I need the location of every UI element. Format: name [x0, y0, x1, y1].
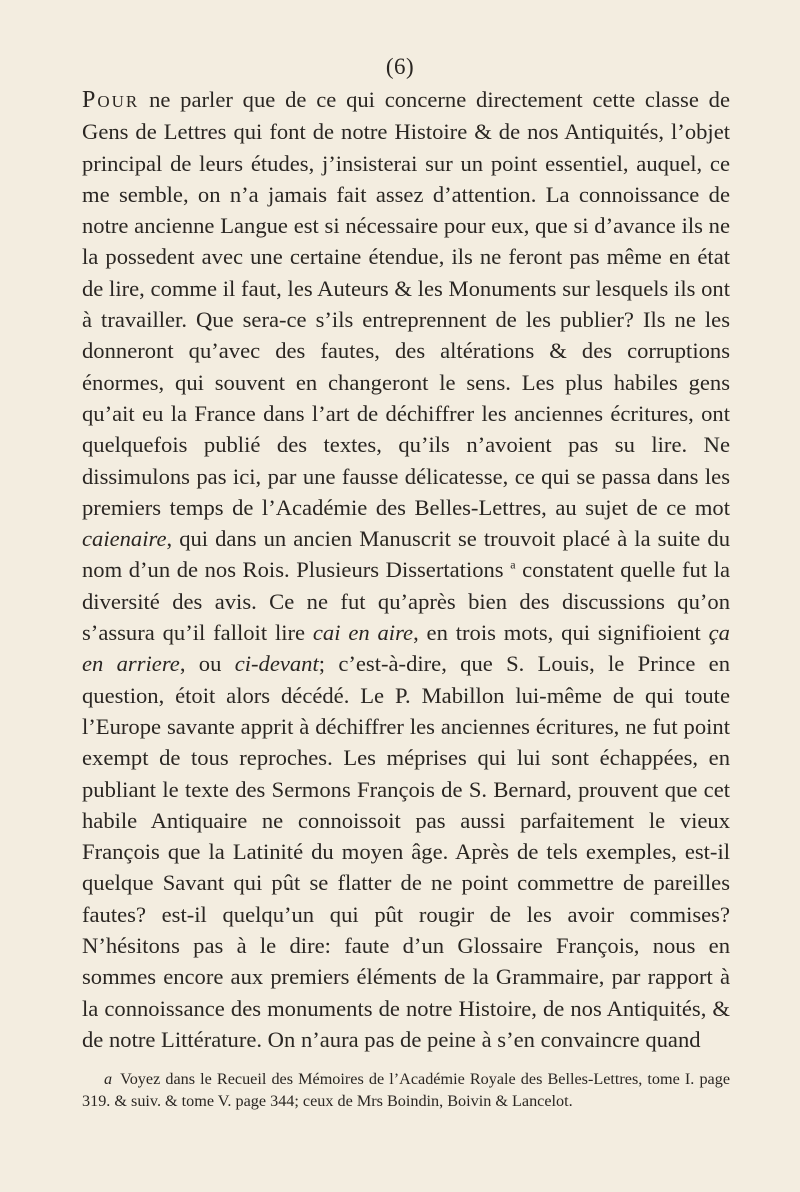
body-text-segment: , ou [179, 651, 222, 677]
body-text-segment: , qui dans un ancien Manuscrit se trouvoit placé à la suite du nom d’un de nos Rois. Plusieurs Dissertations [82, 526, 730, 583]
footnote-reference[interactable]: a [510, 557, 516, 572]
lead-word: Pour [82, 87, 140, 113]
footnote-text: Voyez dans le Recueil des Mémoires de l’Académie Royale des Belles-Lettres, tome I. page 319. & suiv. & tome V. page 344; ceux de Mrs Boindin, Boivin & Lancelot. [82, 1070, 730, 1110]
body-text-segment: ne parler que de ce qui concerne directement cette classe de Gens de Lettres qui font de notre Histoire & de nos Antiquités, l’objet principal de leurs études, j’insisterai sur un point essentiel, auquel, ce me semble, on n’a jamais fait assez d’attention. La connoissance de notre ancienne Langue est si nécessaire pour eux, que si d’avance ils ne la possedent avec une certaine étendue, ils ne feront pas même en état de lire, comme il faut, les Auteurs & les Monuments sur lesquels ils ont à travailler. Que sera-ce s’ils entreprennent de les publier? Ils ne les donneront qu’avec des fautes, des altérations & des corruptions énormes, qui souvent en changeront le sens. Les plus habiles gens qu’ait eu la France dans l’art de déchiffrer les anciennes écritures, ont quelquefois publié des textes, qu’ils n’avoient pas su lire. Ne dissimulons pas ici, par une fausse délicatesse, ce qui se passa dans les premiers temps de l’Académie des Belles-Lettres, au sujet de ce mot [82, 87, 731, 520]
term-caienaire: caienaire [82, 526, 167, 552]
page-number: (6) [385, 54, 415, 79]
footnote [82, 1068, 730, 1112]
term-ca-en-arriere: ça en arriere [82, 620, 730, 677]
body-text-segment: constatent quelle fut la diversité des avis. Ce ne fut qu’après bien des discussions qu’on s’assura qu’il falloit lire [82, 557, 730, 646]
main-paragraph [82, 84, 730, 1055]
footnote-marker: a [104, 1070, 113, 1088]
term-ci-devant: ci-devant [234, 651, 319, 677]
term-cai-en-aire: cai en aire [312, 620, 414, 646]
body-text-segment: ; c’est-à-dire, que S. Louis, le Prince en question, étoit alors décédé. Le P. Mabillon lui-même de qui toute l’Europe savante apprit à déchiffrer les anciennes écritures, ne fut point exempt de tous reproches. Les méprises qui lui sont échappées, en publiant le texte des Sermons François de S. Bernard, prouvent que cet habile Antiquaire ne connoissoit pas aussi parfaitement le vieux François que la Latinité du moyen âge. Après de tels exemples, est-il quelque Savant qui pût se flatter de ne point commettre de pareilles fautes? est-il quelqu’un qui pût rougir de les avoir commises? N’hésitons pas à le dire: faute d’un Glossaire François, nous en sommes encore aux premiers éléments de la Grammaire, par rapport à la connoissance des monuments de notre Histoire, de nos Antiquités, & de notre Littérature. On n’aura pas de peine à s’en convaincre quand [82, 651, 730, 1052]
body-text-segment: , en trois mots, qui signifioient [413, 620, 701, 646]
